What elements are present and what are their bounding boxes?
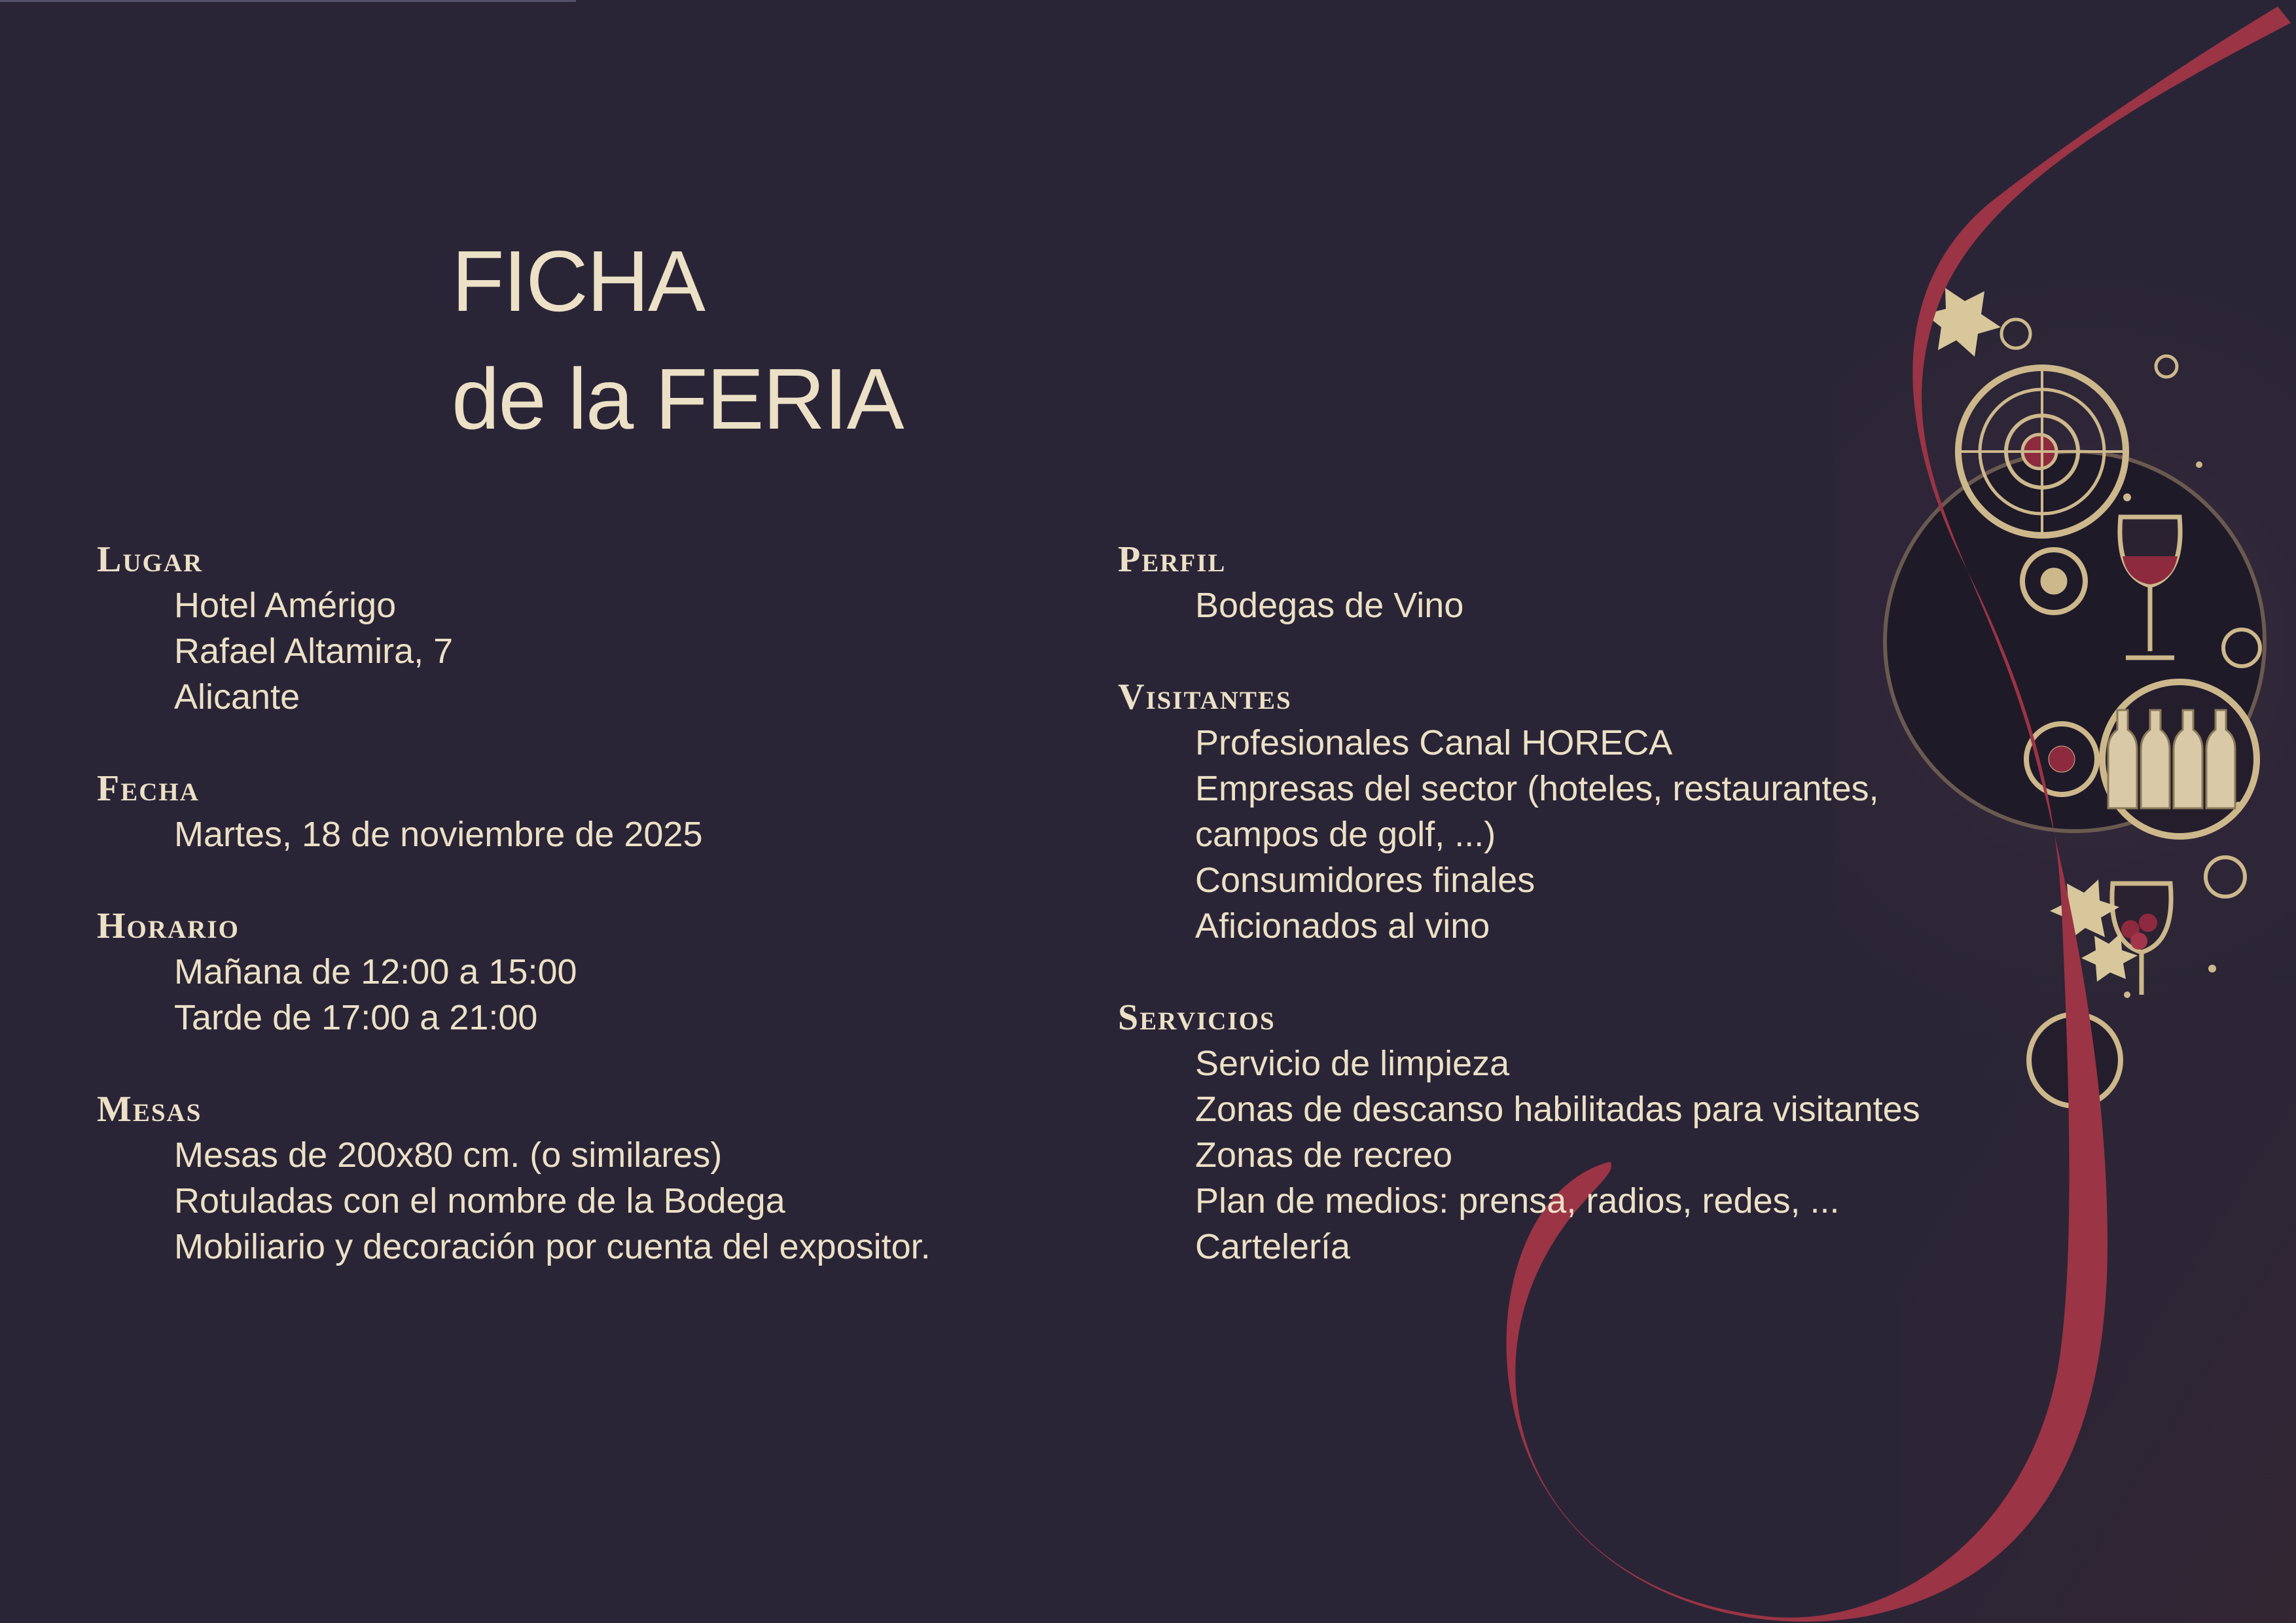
list-item: Plan de medios: prensa, radios, redes, ... bbox=[1195, 1181, 1840, 1221]
list-item: Hotel Amérigo bbox=[174, 586, 397, 625]
section-label: Horario bbox=[97, 906, 240, 946]
top-rule bbox=[0, 0, 576, 2]
list-item: Zonas de descanso habilitadas para visitantes bbox=[1195, 1090, 1920, 1129]
section-items bbox=[97, 1132, 1079, 1270]
section-horario bbox=[97, 903, 1079, 1041]
list-item: Profesionales Canal HORECA bbox=[1195, 723, 1673, 762]
section-mesas bbox=[97, 1086, 1079, 1270]
section-visitantes bbox=[1118, 674, 2034, 949]
section-items bbox=[1118, 1041, 2034, 1270]
list-item: Mobiliario y decoración por cuenta del expositor. bbox=[174, 1227, 931, 1266]
list-item: Servicio de limpieza bbox=[1195, 1044, 1510, 1083]
section-fecha bbox=[97, 766, 1079, 857]
section-items bbox=[97, 949, 1079, 1041]
list-item: Cartelería bbox=[1195, 1227, 1351, 1266]
list-item: campos de golf, ...) bbox=[1195, 815, 1496, 854]
section-items bbox=[1118, 582, 2034, 628]
section-perfil bbox=[1118, 537, 2034, 628]
list-item: Mesas de 200x80 cm. (o similares) bbox=[174, 1135, 723, 1175]
section-items bbox=[1118, 720, 2034, 949]
list-item: Martes, 18 de noviembre de 2025 bbox=[174, 815, 703, 854]
list-item: Consumidores finales bbox=[1195, 861, 1535, 900]
section-label: Lugar bbox=[97, 539, 204, 580]
list-item: Empresas del sector (hoteles, restaurantes, bbox=[1195, 769, 1879, 808]
section-label: Visitantes bbox=[1118, 677, 1292, 717]
section-label: Mesas bbox=[97, 1089, 202, 1130]
section-label: Fecha bbox=[97, 768, 200, 809]
section-items bbox=[97, 812, 1079, 857]
left-column bbox=[97, 537, 1079, 1315]
section-servicios bbox=[1118, 995, 2034, 1270]
page-title-line1: FICHA bbox=[452, 233, 704, 329]
right-column bbox=[1118, 537, 2034, 1315]
list-item: Aficionados al vino bbox=[1195, 906, 1490, 946]
list-item: Rotuladas con el nombre de la Bodega bbox=[174, 1181, 785, 1221]
page-title bbox=[452, 223, 903, 458]
list-item: Mañana de 12:00 a 15:00 bbox=[174, 952, 577, 991]
list-item: Alicante bbox=[174, 677, 300, 717]
section-items bbox=[97, 582, 1079, 720]
section-label: Servicios bbox=[1118, 997, 1276, 1038]
list-item: Tarde de 17:00 a 21:00 bbox=[174, 998, 538, 1037]
section-label: Perfil bbox=[1118, 539, 1227, 580]
list-item: Rafael Altamira, 7 bbox=[174, 632, 454, 671]
list-item: Bodegas de Vino bbox=[1195, 586, 1464, 625]
list-item: Zonas de recreo bbox=[1195, 1135, 1453, 1175]
section-lugar bbox=[97, 537, 1079, 720]
page-title-line2: de la FERIA bbox=[452, 351, 903, 447]
